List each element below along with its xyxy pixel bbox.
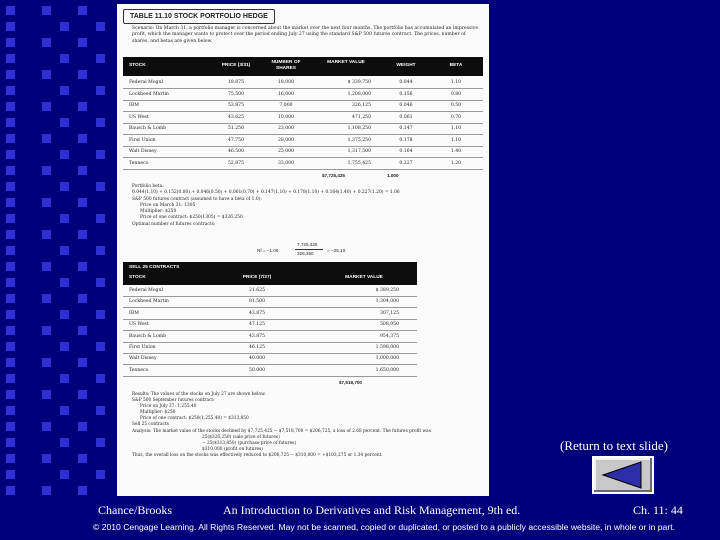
table-cell: IBM bbox=[129, 310, 139, 316]
decorative-square bbox=[78, 454, 87, 463]
decorative-square bbox=[42, 422, 51, 431]
decorative-square bbox=[42, 230, 51, 239]
decorative-square bbox=[78, 102, 87, 111]
decorative-square bbox=[78, 390, 87, 399]
table2-total: $7,518,700 bbox=[339, 380, 362, 385]
decorative-square bbox=[60, 438, 69, 447]
decorative-square bbox=[6, 38, 15, 47]
table-row bbox=[123, 90, 483, 101]
decorative-square bbox=[6, 278, 15, 287]
table-row bbox=[123, 320, 417, 331]
table-cell: 1,317,500 bbox=[347, 149, 371, 154]
table-cell: 47.750 bbox=[227, 137, 245, 143]
table-cell: 0.156 bbox=[399, 91, 413, 97]
table2-title-bar bbox=[123, 262, 417, 285]
table-cell: 1.10 bbox=[450, 80, 462, 85]
table1-col-weight: WEIGHT bbox=[396, 63, 416, 68]
scenario-text: Scenario: On March 31, a portfolio manager is concerned about the market over the next four months. The portfolio has accumulated an impressive profit, which the manager wants to protect over the period ending July 27 using the standard S&P 500 futures contract. The prices, number of shares, and betas are given below. bbox=[132, 26, 479, 44]
decorative-square bbox=[96, 438, 105, 447]
decorative-square bbox=[96, 406, 105, 415]
decorative-square bbox=[78, 422, 87, 431]
decorative-square bbox=[6, 246, 15, 255]
formula-lhs: Nf = −1.06 bbox=[257, 248, 279, 253]
table1-col-beta: BETA bbox=[449, 63, 463, 68]
decorative-square bbox=[60, 86, 69, 95]
decorative-square bbox=[96, 150, 105, 159]
table-cell: 1,375,250 bbox=[347, 137, 371, 143]
decorative-square bbox=[6, 406, 15, 415]
decorative-square bbox=[96, 278, 105, 287]
decorative-square bbox=[42, 70, 51, 79]
table-cell: 43.875 bbox=[248, 310, 266, 316]
left-triangle-icon bbox=[594, 458, 652, 492]
table-cell: Tenneco bbox=[129, 160, 149, 166]
decorative-square bbox=[6, 182, 15, 191]
decorative-square bbox=[42, 6, 51, 15]
decorative-square bbox=[6, 166, 15, 175]
decorative-square bbox=[42, 134, 51, 143]
return-to-text-slide-link[interactable]: (Return to text slide) bbox=[560, 438, 668, 453]
decorative-square bbox=[6, 134, 15, 143]
decorative-square bbox=[78, 70, 87, 79]
decorative-square bbox=[96, 86, 105, 95]
table-cell: 0.50 bbox=[450, 103, 462, 108]
table-cell: 53.875 bbox=[227, 103, 245, 108]
decorative-square bbox=[60, 278, 69, 287]
decorative-square bbox=[6, 230, 15, 239]
table-cell: $ 389,250 bbox=[375, 288, 399, 293]
decorative-square bbox=[42, 166, 51, 175]
decorative-square bbox=[6, 22, 15, 31]
table-cell: 0.046 bbox=[399, 103, 413, 108]
decorative-square bbox=[42, 102, 51, 111]
table-row bbox=[123, 147, 483, 158]
decorative-square bbox=[96, 246, 105, 255]
decorative-square bbox=[6, 422, 15, 431]
table-cell: Lockheed Martin bbox=[129, 299, 169, 305]
decorative-square bbox=[60, 246, 69, 255]
footer-book-title: An Introduction to Derivatives and Risk Management, 9th ed. bbox=[223, 503, 521, 517]
decorative-square bbox=[60, 22, 69, 31]
results-analysis: Results: The values of the stocks on July 27 are shown below. S&P 500 September futures contract: Price on July 27: 1,255.40 Multiplier: $250 Price of one contract: $250(1,255.40) = $313,850 Sell 25 contracts Analysis: The market value of the stocks declined by $7,725,425 − $7,518,700 = $206,725, a loss of 2.68 percent. The futures profit was 25($326,250) (sale price of futures) − 25($313,850) (purchase price of futures) $310,000 (profit on futures) Thus, the overall loss on the stocks was effectively reduced to $206,725 − $310,000 = +$103,275 or 1.34 percent. bbox=[132, 392, 431, 458]
table-cell: 1,000,000 bbox=[375, 356, 399, 362]
table2-col-stock: STOCK bbox=[129, 275, 146, 280]
decorative-square bbox=[96, 470, 105, 479]
table-cell: 1,304,000 bbox=[375, 299, 399, 305]
decorative-square bbox=[6, 470, 15, 479]
table-cell: US West bbox=[129, 322, 149, 328]
decorative-square bbox=[78, 294, 87, 303]
table-row bbox=[123, 343, 417, 354]
table-cell: 0.044 bbox=[399, 80, 413, 85]
decorative-square bbox=[6, 374, 15, 383]
table2-col-price: PRICE (7/27) bbox=[242, 275, 272, 280]
table-cell: Bausch & Lomb bbox=[129, 333, 167, 339]
table-cell: 0.70 bbox=[450, 114, 462, 120]
decorative-square bbox=[42, 38, 51, 47]
decorative-square bbox=[78, 358, 87, 367]
copyright-notice: © 2010 Cengage Learning. All Rights Reserved. May not be scanned, copied or duplicated, or posted to a publicly accessible website, in whole or in part. bbox=[93, 522, 675, 532]
table-row bbox=[123, 101, 483, 112]
table-cell: 508,950 bbox=[380, 322, 399, 328]
decorative-square bbox=[6, 150, 15, 159]
table-cell: 0.061 bbox=[399, 114, 413, 120]
table-cell: IBM bbox=[129, 103, 139, 108]
table-cell: 43.625 bbox=[227, 114, 245, 120]
decorative-square bbox=[60, 54, 69, 63]
decorative-square bbox=[6, 358, 15, 367]
table-cell: 51.250 bbox=[227, 126, 245, 131]
table-row bbox=[123, 332, 417, 343]
decorative-square bbox=[78, 38, 87, 47]
table-row bbox=[123, 124, 483, 135]
table-row bbox=[123, 297, 417, 308]
decorative-square bbox=[78, 6, 87, 15]
decorative-square bbox=[6, 102, 15, 111]
decorative-square bbox=[78, 134, 87, 143]
table-row bbox=[123, 78, 483, 89]
table-cell: 47.125 bbox=[248, 322, 266, 328]
decorative-square bbox=[78, 326, 87, 335]
table-cell: 307,125 bbox=[380, 310, 399, 316]
decorative-square bbox=[60, 470, 69, 479]
document-scan bbox=[117, 4, 489, 496]
table-cell: 0.227 bbox=[399, 160, 413, 166]
table-cell: 43.875 bbox=[248, 333, 266, 339]
table-cell: 1,755,425 bbox=[347, 160, 371, 166]
decorative-square bbox=[42, 486, 51, 495]
table-cell: 23,000 bbox=[277, 126, 295, 131]
decorative-square bbox=[96, 182, 105, 191]
portfolio-beta-calculation: Portfolio beta: 0.044(1.10) + 0.152(0.80) + 0.046(0.50) + 0.061(0.70) + 0.147(1.10) + 0.178(1.10) + 0.164(1.40) + 0.227(1.20) = 1.06 S&P 500 futures contract (assumed to have a beta of 1.0): Price on March 31: 1305 Multiplier: $250 Price of one contract: $250(1305) = $326,250 Optimal number of futures contracts: bbox=[132, 184, 400, 227]
table-row bbox=[123, 286, 417, 297]
decorative-square bbox=[60, 118, 69, 127]
decorative-square bbox=[42, 326, 51, 335]
decorative-square bbox=[6, 486, 15, 495]
table-row bbox=[123, 113, 483, 124]
decorative-square bbox=[60, 406, 69, 415]
decorative-square bbox=[42, 358, 51, 367]
decorative-square bbox=[96, 310, 105, 319]
decorative-square bbox=[6, 262, 15, 271]
table-cell: 18.875 bbox=[227, 80, 245, 85]
table-cell: 0.178 bbox=[399, 137, 413, 143]
table-cell: First Union bbox=[129, 137, 156, 143]
table-cell: 954,375 bbox=[380, 333, 399, 339]
decorative-square bbox=[6, 342, 15, 351]
table-cell: First Union bbox=[129, 345, 156, 350]
decorative-square bbox=[6, 310, 15, 319]
table-row bbox=[123, 159, 483, 170]
formula-denominator: 326,250 bbox=[297, 251, 314, 256]
table-cell: Federal Mogul bbox=[129, 288, 164, 293]
decorative-square bbox=[42, 454, 51, 463]
table2-title: SELL 25 CONTRACTS bbox=[129, 265, 180, 270]
table-row bbox=[123, 136, 483, 147]
table1-col-price: PRICE (3/31) bbox=[221, 63, 251, 68]
decorative-square bbox=[60, 150, 69, 159]
decorative-square bbox=[78, 166, 87, 175]
table1-header bbox=[123, 57, 483, 76]
table-cell: 7,000 bbox=[279, 103, 293, 108]
table-cell: Walt Disney bbox=[129, 356, 157, 362]
decorative-square bbox=[60, 214, 69, 223]
table-cell: 1,598,000 bbox=[375, 345, 399, 350]
decorative-square bbox=[96, 22, 105, 31]
decorative-square bbox=[96, 54, 105, 63]
decorative-square bbox=[42, 198, 51, 207]
table-cell: 40.000 bbox=[248, 356, 266, 362]
table-cell: 52.875 bbox=[227, 160, 245, 166]
table-cell: 1.40 bbox=[450, 149, 462, 154]
decorative-square bbox=[6, 86, 15, 95]
table-cell: 1.10 bbox=[450, 126, 462, 131]
decorative-square bbox=[78, 262, 87, 271]
formula-numerator: 7,725,425 bbox=[297, 242, 318, 247]
table-cell: 471,250 bbox=[352, 114, 371, 120]
table1-col-stock: STOCK bbox=[129, 63, 146, 68]
decorative-square bbox=[6, 294, 15, 303]
table-cell: 50.000 bbox=[248, 367, 266, 373]
decorative-square bbox=[6, 214, 15, 223]
table2-col-value: MARKET VALUE bbox=[345, 275, 383, 280]
table-cell: 25,000 bbox=[277, 149, 295, 154]
table-cell: 0.80 bbox=[450, 91, 462, 97]
table-row bbox=[123, 309, 417, 320]
table-cell: 33,000 bbox=[277, 160, 295, 166]
table-cell: Federal Mogul bbox=[129, 80, 164, 85]
table-cell: Tenneco bbox=[129, 367, 149, 373]
decorative-square bbox=[78, 486, 87, 495]
table-cell: 18,000 bbox=[277, 80, 295, 85]
table-cell: Lockheed Martin bbox=[129, 91, 169, 97]
formula-rhs: = −25.10. bbox=[327, 248, 347, 253]
decorative-square bbox=[60, 310, 69, 319]
table-cell: 10,000 bbox=[277, 114, 295, 120]
decorative-square bbox=[6, 454, 15, 463]
table-cell: 1,108,250 bbox=[347, 126, 371, 131]
table-cell: 326,125 bbox=[352, 103, 371, 108]
table1-total: $7,725,425 bbox=[322, 173, 345, 178]
decorative-square bbox=[96, 374, 105, 383]
table-cell: 0.164 bbox=[399, 149, 413, 154]
table-cell: $ 339,750 bbox=[347, 80, 371, 85]
table-cell: 16,000 bbox=[277, 91, 295, 97]
decorative-square bbox=[42, 294, 51, 303]
decorative-square bbox=[42, 262, 51, 271]
table-cell: 81.500 bbox=[248, 299, 266, 305]
decorative-square bbox=[6, 118, 15, 127]
decorative-square bbox=[6, 198, 15, 207]
table-cell: 46.500 bbox=[227, 149, 245, 154]
decorative-square bbox=[60, 374, 69, 383]
decorative-square bbox=[6, 6, 15, 15]
formula-fraction-bar bbox=[295, 249, 323, 250]
table-cell: US West bbox=[129, 114, 149, 120]
return-button[interactable] bbox=[592, 456, 654, 494]
decorative-square bbox=[78, 230, 87, 239]
table1-col-shares: NUMBER OF SHARES bbox=[271, 60, 301, 71]
table-cell: 0.147 bbox=[399, 126, 413, 131]
table1-total-weight: 1.000 bbox=[387, 173, 399, 178]
table-cell: 28,000 bbox=[277, 137, 295, 143]
table-cell: Bausch & Lomb bbox=[129, 126, 167, 131]
footer-author: Chance/Brooks bbox=[98, 503, 172, 517]
decorative-square bbox=[78, 198, 87, 207]
table-row bbox=[123, 354, 417, 365]
decorative-square bbox=[96, 118, 105, 127]
decorative-square bbox=[60, 182, 69, 191]
table-cell: 46.125 bbox=[248, 345, 266, 350]
table-cell: 1,208,000 bbox=[347, 91, 371, 97]
decorative-square-pattern bbox=[0, 0, 116, 496]
decorative-square bbox=[6, 326, 15, 335]
decorative-square bbox=[60, 342, 69, 351]
table-cell: 1.20 bbox=[450, 160, 462, 166]
table-cell: 1,650,000 bbox=[375, 367, 399, 373]
table-row bbox=[123, 366, 417, 377]
table1-col-value: MARKET VALUE bbox=[327, 60, 365, 65]
table-cell: 21.625 bbox=[248, 288, 266, 293]
decorative-square bbox=[6, 390, 15, 399]
table-title: TABLE 11.10 STOCK PORTFOLIO HEDGE bbox=[123, 9, 275, 24]
footer-chapter-page: Ch. 11: 44 bbox=[633, 503, 683, 517]
decorative-square bbox=[96, 214, 105, 223]
decorative-square bbox=[42, 390, 51, 399]
decorative-square bbox=[6, 438, 15, 447]
table-cell: 1.10 bbox=[450, 137, 462, 143]
decorative-square bbox=[6, 54, 15, 63]
table-cell: Walt Disney bbox=[129, 149, 157, 154]
table-cell: 75.500 bbox=[227, 91, 245, 97]
decorative-square bbox=[6, 70, 15, 79]
decorative-square bbox=[96, 342, 105, 351]
